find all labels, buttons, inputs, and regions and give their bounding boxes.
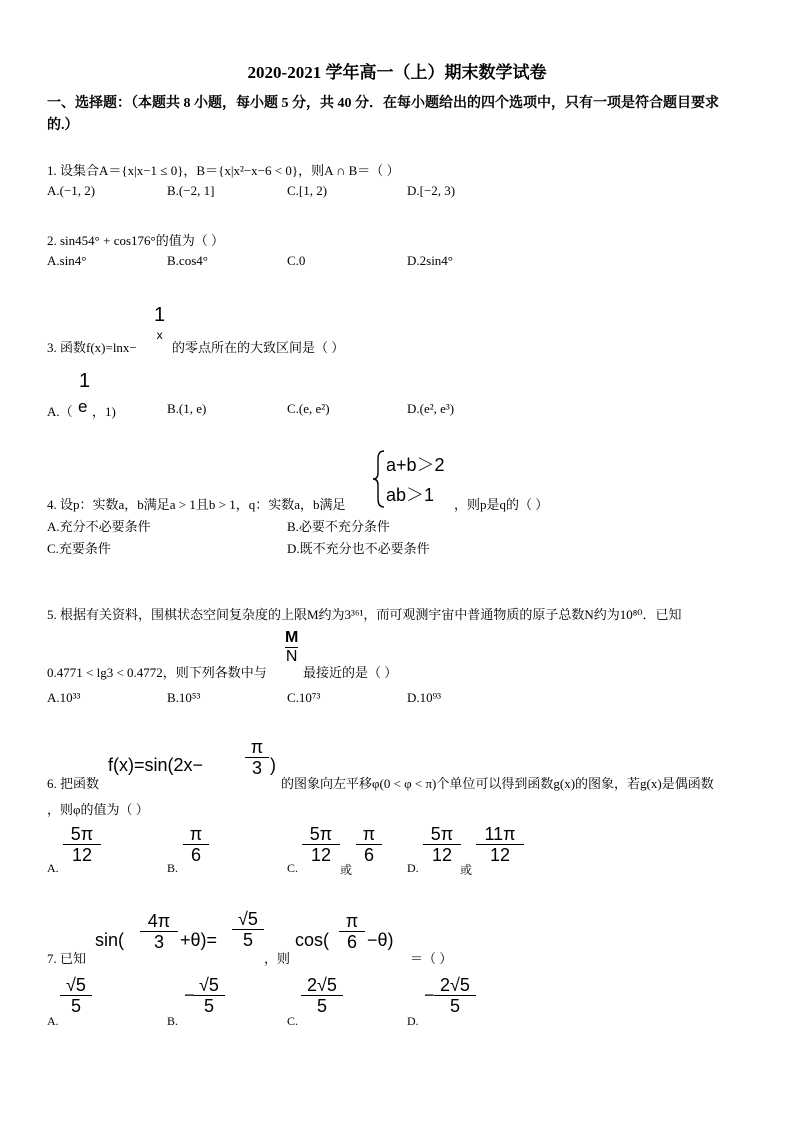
q2-option-a: A.sin4° xyxy=(47,253,87,268)
q7-sin-pre: sin( xyxy=(95,930,125,950)
q7-a-den: 5 xyxy=(70,996,81,1016)
q1-option-a: A.(−1, 2) xyxy=(47,183,96,198)
q6-function: f(x)=sin(2x− xyxy=(108,755,204,775)
q3-option-c: C.(e, e²) xyxy=(287,401,330,416)
q7-sin-num: 4π xyxy=(147,911,171,931)
section-heading-line1: 一、选择题：（本题共 8 小题，每小题 5 分，共 40 分．在每小题给出的四个选项中，只有一项是符合题目要求 xyxy=(47,96,719,111)
q7-option-b-fraction xyxy=(193,976,225,1015)
q5-stem-line2-pre: 0.4771 < lg3 < 0.4772，则下列各数中与 xyxy=(47,665,267,680)
q2-stem: 2. sin454° + cos176°的值为（ ） xyxy=(47,233,224,248)
q2-option-d: D.2sin4° xyxy=(407,253,454,268)
q3-option-a-e: e xyxy=(78,397,88,416)
q6-a-num: 5π xyxy=(70,824,94,844)
q6-option-a-fraction xyxy=(63,825,101,864)
q6-option-c-fraction2 xyxy=(356,825,382,864)
exam-title: 2020-2021 学年高一（上）期末数学试卷 xyxy=(247,63,547,82)
q2-option-c: C.0 xyxy=(287,253,306,268)
q6-option-a-label: A. xyxy=(47,861,59,875)
q3-frac-num: 1 xyxy=(154,304,166,326)
q7-stem-pre: 7. 已知 xyxy=(47,951,87,966)
q6-option-c-label: C. xyxy=(287,861,299,875)
q7-cos-den: 6 xyxy=(346,932,357,952)
q7-sin-fraction xyxy=(140,912,178,951)
q7-sin-den: 3 xyxy=(153,932,164,952)
q6-d-den2: 12 xyxy=(489,845,511,865)
q3-stem-post: 的零点所在的大致区间是（ ） xyxy=(172,340,345,355)
q7-cos-num: π xyxy=(345,911,359,931)
q3-stem-pre: 3. 函数f(x)=lnx− xyxy=(47,340,137,355)
q4-option-c: C.充要条件 xyxy=(47,541,111,556)
q6-c-den1: 12 xyxy=(310,845,332,865)
q2-option-b: B.cos4° xyxy=(167,253,208,268)
q7-option-b-neg: − xyxy=(184,985,195,1005)
q1-stem: 1. 设集合A＝{x|x−1 ≤ 0}，B＝{x|x²−x−6 < 0}，则A ∩ B＝（ ） xyxy=(47,163,400,178)
q5-frac-den: N xyxy=(285,648,298,665)
q5-option-d: D.10⁹³ xyxy=(407,690,442,705)
q6-func-close: ) xyxy=(270,755,276,775)
q7-c-num: 2√5 xyxy=(307,975,337,995)
q6-d-num1: 5π xyxy=(430,824,454,844)
q6-func-den: 3 xyxy=(251,758,262,778)
q7-c-den: 5 xyxy=(316,996,327,1016)
q6-func-num: π xyxy=(250,737,264,757)
q3-option-d: D.(e², e³) xyxy=(407,401,455,416)
q1-option-b: B.(−2, 1] xyxy=(167,183,215,198)
q7-mid: ，则 xyxy=(264,951,291,966)
q6-stem-line2: ，则φ的值为（ ） xyxy=(47,802,149,817)
q7-value-fraction xyxy=(232,910,264,949)
q6-option-d-or: 或 xyxy=(460,863,473,877)
q6-func-fraction xyxy=(245,738,269,777)
q6-d-num2: 11π xyxy=(484,824,516,844)
q6-b-den: 6 xyxy=(190,845,201,865)
q3-option-a-pre: A.（ xyxy=(47,404,73,419)
q7-option-d-label: D. xyxy=(407,1014,419,1028)
q5-option-b: B.10⁵³ xyxy=(167,690,201,705)
q4-system-line1: a+b＞2 xyxy=(386,455,445,475)
q4-system-line2: ab＞1 xyxy=(386,485,435,505)
q4-stem-post: ，则p是q的（ ） xyxy=(454,497,549,512)
q1-option-c: C.[1, 2) xyxy=(287,183,328,198)
q3-frac-den: x xyxy=(156,328,163,342)
q4-stem-pre: 4. 设p：实数a，b满足a > 1且b > 1，q：实数a，b满足 xyxy=(47,497,346,512)
q7-a-num: √5 xyxy=(66,975,86,995)
q1-option-d: D.[−2, 3) xyxy=(407,183,456,198)
q5-stem-line2-post: 最接近的是（ ） xyxy=(303,665,398,680)
q3-fraction xyxy=(154,305,165,341)
q7-d-num: 2√5 xyxy=(440,975,470,995)
q6-option-c-fraction1 xyxy=(302,825,340,864)
q6-option-c-or: 或 xyxy=(340,863,353,877)
q7-d-den: 5 xyxy=(449,996,460,1016)
q6-option-b-label: B. xyxy=(167,861,179,875)
q7-cos-fraction xyxy=(339,912,365,951)
q4-option-a: A.充分不必要条件 xyxy=(47,519,151,534)
q5-option-a: A.10³³ xyxy=(47,690,81,705)
q6-c-den2: 6 xyxy=(363,845,374,865)
q6-option-d-fraction1 xyxy=(423,825,461,864)
q6-option-d-label: D. xyxy=(407,861,419,875)
q4-option-b: B.必要不充分条件 xyxy=(287,519,390,534)
q7-option-d-fraction xyxy=(434,976,476,1015)
q7-tail: ＝（ ） xyxy=(410,951,453,966)
q7-option-c-fraction xyxy=(301,976,343,1015)
q7-val-den: 5 xyxy=(242,930,253,950)
q7-cos-pre: cos( xyxy=(295,930,330,950)
q4-option-d: D.既不充分也不必要条件 xyxy=(287,541,430,556)
q7-cos-post: −θ) xyxy=(367,930,394,950)
q7-option-a-fraction xyxy=(60,976,92,1015)
q6-a-den: 12 xyxy=(71,845,93,865)
q7-b-num: √5 xyxy=(199,975,219,995)
q4-brace-icon xyxy=(372,449,386,509)
q5-option-c: C.10⁷³ xyxy=(287,690,321,705)
q6-c-num1: 5π xyxy=(309,824,333,844)
q5-stem-line1: 5. 根据有关资料，围棋状态空间复杂度的上限M约为3³⁶¹，而可观测宇宙中普通物质的原子总数N约为10⁸⁰．已知 xyxy=(47,607,682,622)
q6-stem-post: 的图象向左平移φ(0 < φ < π)个单位可以得到函数g(x)的图象，若g(x)是偶函数 xyxy=(281,776,714,791)
q7-option-d-neg: − xyxy=(424,985,435,1005)
q6-stem-pre: 6. 把函数 xyxy=(47,776,100,791)
q6-d-den1: 12 xyxy=(431,845,453,865)
q7-option-c-label: C. xyxy=(287,1014,299,1028)
q6-option-b-fraction xyxy=(183,825,209,864)
q7-sin-post: +θ)= xyxy=(180,930,218,950)
q7-option-b-label: B. xyxy=(167,1014,179,1028)
q3-option-b: B.(1, e) xyxy=(167,401,207,416)
section-heading-line2: 的.） xyxy=(47,118,79,133)
q3-option-a-num: 1 xyxy=(79,370,91,392)
q7-val-num: √5 xyxy=(238,909,258,929)
q5-frac-num: M xyxy=(285,629,299,646)
q5-fraction xyxy=(285,630,298,665)
q6-b-num: π xyxy=(189,824,203,844)
q6-option-d-fraction2 xyxy=(476,825,524,864)
q7-b-den: 5 xyxy=(203,996,214,1016)
q6-c-num2: π xyxy=(362,824,376,844)
q7-option-a-label: A. xyxy=(47,1014,59,1028)
q3-option-a-post: ，1) xyxy=(92,404,116,419)
